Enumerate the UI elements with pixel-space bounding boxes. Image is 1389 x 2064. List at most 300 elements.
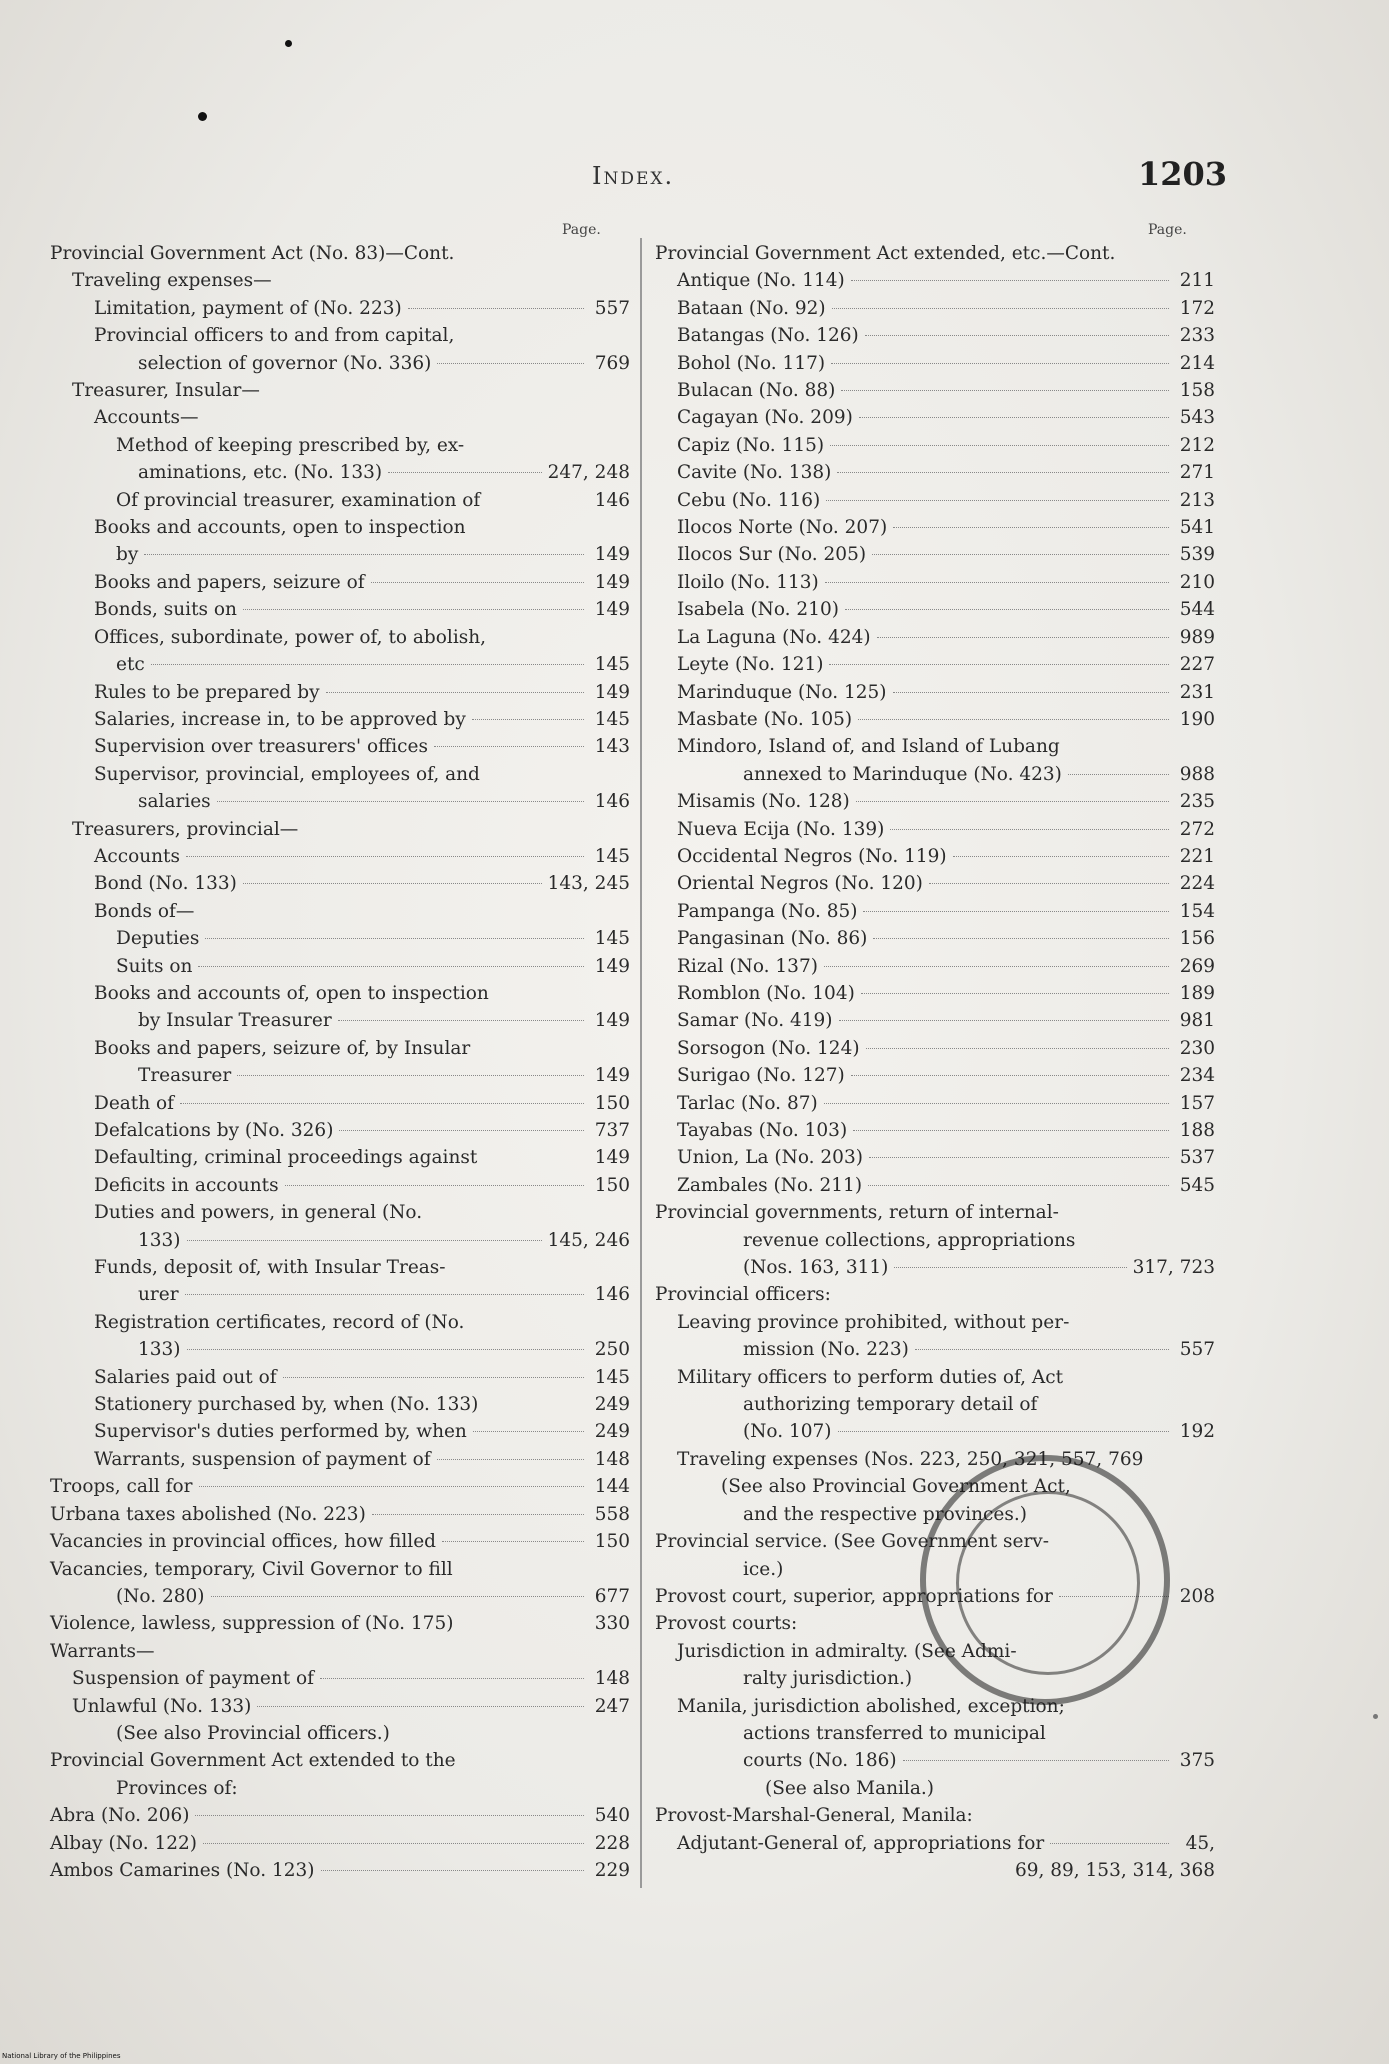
index-entry bbox=[655, 1693, 1215, 1720]
dot-leader bbox=[187, 1240, 542, 1241]
index-entry bbox=[50, 1254, 630, 1281]
index-entry bbox=[655, 1199, 1215, 1226]
index-entry bbox=[50, 514, 630, 541]
entry-text: Rizal (No. 137) bbox=[677, 955, 818, 977]
entry-text: Traveling expenses— bbox=[72, 270, 272, 292]
entry-text: etc bbox=[116, 654, 145, 676]
dot-leader bbox=[825, 582, 1169, 583]
dot-leader bbox=[837, 472, 1169, 473]
index-entry bbox=[655, 925, 1215, 952]
index-entry bbox=[655, 1144, 1215, 1171]
entry-text: Bonds, suits on bbox=[94, 599, 237, 621]
entry-page-ref: 149 bbox=[594, 1065, 630, 1087]
entry-text: (See also Manila.) bbox=[765, 1777, 934, 1799]
entry-text: Provincial governments, return of internal- bbox=[655, 1202, 1059, 1224]
index-entry bbox=[655, 870, 1215, 897]
index-entry bbox=[655, 267, 1215, 294]
entry-text: Zambales (No. 211) bbox=[677, 1174, 863, 1196]
library-seal-stamp bbox=[920, 1455, 1170, 1705]
entry-text: 133) bbox=[138, 1339, 181, 1361]
dot-leader bbox=[243, 883, 542, 884]
entry-page-ref: 737 bbox=[594, 1120, 630, 1141]
dot-leader bbox=[237, 1075, 584, 1076]
entry-page-ref: 249 bbox=[594, 1421, 630, 1443]
entry-page-ref: 272 bbox=[1179, 818, 1215, 840]
entry-text: Treasurers, provincial— bbox=[72, 818, 299, 840]
entry-text: Tarlac (No. 87) bbox=[677, 1092, 818, 1114]
entry-text: authorizing temporary detail of bbox=[743, 1394, 1038, 1416]
entry-text: Registration certificates, record of (No. bbox=[94, 1311, 465, 1333]
entry-page-ref: 988 bbox=[1179, 763, 1215, 785]
entry-page-ref: 539 bbox=[1179, 544, 1215, 566]
footer-credit: National Library of the Philippines bbox=[2, 2052, 121, 2060]
entry-text: Ilocos Sur (No. 205) bbox=[677, 544, 867, 566]
dot-leader bbox=[929, 883, 1169, 884]
dot-leader bbox=[144, 554, 584, 555]
index-entry bbox=[50, 541, 630, 568]
entry-page-ref: 211 bbox=[1179, 270, 1215, 292]
index-entry bbox=[50, 1007, 630, 1034]
entry-text: Deficits in accounts bbox=[94, 1174, 279, 1196]
index-entry bbox=[50, 870, 630, 897]
entry-page-ref: 210 bbox=[1179, 571, 1215, 593]
entry-text: Isabela (No. 210) bbox=[677, 599, 839, 621]
entry-page-ref: 45, bbox=[1185, 1832, 1215, 1854]
index-entry bbox=[655, 377, 1215, 404]
entry-text: annexed to Marinduque (No. 423) bbox=[743, 763, 1062, 785]
entry-text: Method of keeping prescribed by, ex- bbox=[116, 434, 465, 456]
dot-leader bbox=[824, 1103, 1169, 1104]
entry-page-ref: 149 bbox=[594, 681, 630, 703]
index-entry bbox=[50, 1227, 630, 1254]
dot-leader bbox=[151, 664, 584, 665]
index-entry bbox=[50, 487, 630, 514]
entry-text: 69, 89, 153, 314, 368 bbox=[1014, 1859, 1215, 1881]
index-entry bbox=[655, 1007, 1215, 1034]
dot-leader bbox=[861, 993, 1169, 994]
entry-page-ref: 150 bbox=[594, 1531, 630, 1553]
index-entry bbox=[50, 843, 630, 870]
dot-leader bbox=[372, 1514, 584, 1515]
entry-text: Vacancies, temporary, Civil Governor to fill bbox=[50, 1558, 453, 1580]
entry-text: Masbate (No. 105) bbox=[677, 708, 853, 730]
dot-leader bbox=[203, 1843, 584, 1844]
index-entry bbox=[655, 788, 1215, 815]
entry-page-ref: 269 bbox=[1179, 955, 1215, 977]
entry-page-ref: 989 bbox=[1179, 626, 1215, 648]
entry-text: Albay (No. 122) bbox=[50, 1832, 197, 1854]
index-entry bbox=[655, 733, 1215, 760]
dot-leader bbox=[853, 1130, 1169, 1131]
index-entry bbox=[655, 1172, 1215, 1199]
entry-page-ref: 271 bbox=[1179, 462, 1215, 484]
dot-leader bbox=[838, 1431, 1169, 1432]
dot-leader bbox=[872, 554, 1169, 555]
ink-speck bbox=[1373, 1714, 1378, 1719]
index-entry bbox=[50, 1830, 630, 1857]
entry-page-ref: 231 bbox=[1179, 681, 1215, 703]
dot-leader bbox=[841, 390, 1169, 391]
dot-leader bbox=[186, 856, 584, 857]
entry-page-ref: 150 bbox=[594, 1174, 630, 1196]
index-entry bbox=[50, 733, 630, 760]
dot-leader bbox=[180, 1103, 584, 1104]
dot-leader bbox=[437, 1459, 584, 1460]
entry-page-ref: 145 bbox=[594, 708, 630, 730]
entry-text: Deputies bbox=[116, 928, 200, 950]
index-entry bbox=[50, 1747, 630, 1774]
dot-leader bbox=[437, 363, 584, 364]
entry-text: Union, La (No. 203) bbox=[677, 1147, 863, 1169]
dot-leader bbox=[953, 856, 1169, 857]
index-entry bbox=[50, 706, 630, 733]
right-page-heading: Page. bbox=[1148, 222, 1187, 238]
dot-leader bbox=[839, 1020, 1169, 1021]
entry-text: Funds, deposit of, with Insular Treas- bbox=[94, 1257, 446, 1279]
entry-page-ref: 146 bbox=[594, 1284, 630, 1306]
entry-page-ref: 221 bbox=[1179, 845, 1215, 867]
entry-text: Books and accounts, open to inspection bbox=[94, 517, 466, 539]
dot-leader bbox=[869, 1157, 1169, 1158]
index-entry bbox=[50, 1528, 630, 1555]
index-entry bbox=[655, 816, 1215, 843]
entry-text: Vacancies in provincial offices, how filled bbox=[50, 1531, 437, 1553]
dot-leader bbox=[893, 692, 1170, 693]
dot-leader bbox=[198, 966, 584, 967]
index-entry bbox=[50, 898, 630, 925]
index-entry bbox=[655, 980, 1215, 1007]
index-entry bbox=[50, 1775, 630, 1802]
index-entry bbox=[655, 541, 1215, 568]
entry-text: Pampanga (No. 85) bbox=[677, 900, 858, 922]
index-entry bbox=[50, 350, 630, 377]
entry-page-ref: 228 bbox=[594, 1832, 630, 1854]
entry-text: aminations, etc. (No. 133) bbox=[138, 462, 383, 484]
entry-text: Mindoro, Island of, and Island of Lubang bbox=[677, 736, 1060, 758]
entry-text: Manila, jurisdiction abolished, exception; bbox=[677, 1695, 1065, 1717]
index-entry bbox=[655, 432, 1215, 459]
index-entry bbox=[50, 1610, 630, 1637]
entry-text: Supervisor's duties performed by, when bbox=[94, 1421, 467, 1443]
dot-leader bbox=[859, 417, 1169, 418]
entry-text: Rules to be prepared by bbox=[94, 681, 320, 703]
dot-leader bbox=[829, 664, 1169, 665]
left-index-column bbox=[50, 240, 630, 1884]
dot-leader bbox=[338, 1020, 584, 1021]
dot-leader bbox=[442, 1541, 584, 1542]
entry-text: Cavite (No. 138) bbox=[677, 462, 832, 484]
entry-text: mission (No. 223) bbox=[743, 1339, 909, 1361]
entry-text: Salaries, increase in, to be approved by bbox=[94, 708, 466, 730]
entry-page-ref: 148 bbox=[594, 1448, 630, 1470]
dot-leader bbox=[185, 1294, 584, 1295]
dot-leader bbox=[326, 692, 584, 693]
index-entry bbox=[655, 1117, 1215, 1144]
index-entry bbox=[655, 1090, 1215, 1117]
entry-text: Military officers to perform duties of, Act bbox=[677, 1366, 1064, 1388]
entry-text: Sorsogon (No. 124) bbox=[677, 1037, 860, 1059]
entry-page-ref: 145 bbox=[594, 1366, 630, 1388]
entry-text: Bohol (No. 117) bbox=[677, 352, 826, 374]
index-entry bbox=[655, 651, 1215, 678]
dot-leader bbox=[831, 363, 1169, 364]
entry-page-ref: 541 bbox=[1179, 517, 1215, 539]
entry-text: Provincial officers: bbox=[655, 1284, 831, 1306]
index-entry bbox=[655, 322, 1215, 349]
entry-text: Leyte (No. 121) bbox=[677, 654, 824, 676]
entry-page-ref: 981 bbox=[1179, 1010, 1215, 1032]
index-entry bbox=[655, 1802, 1215, 1829]
entry-text: Unlawful (No. 133) bbox=[72, 1695, 252, 1717]
dot-leader bbox=[915, 1349, 1169, 1350]
entry-page-ref: 149 bbox=[594, 955, 630, 977]
entry-text: Treasurer bbox=[138, 1065, 232, 1087]
index-entry bbox=[50, 788, 630, 815]
entry-page-ref: 149 bbox=[594, 571, 630, 593]
index-entry bbox=[655, 1336, 1215, 1363]
dot-leader bbox=[321, 1870, 584, 1871]
index-entry bbox=[655, 843, 1215, 870]
index-entry bbox=[655, 898, 1215, 925]
entry-page-ref: 330 bbox=[594, 1613, 630, 1635]
index-entry bbox=[655, 1830, 1215, 1857]
entry-text: Capiz (No. 115) bbox=[677, 434, 825, 456]
running-head: Index. bbox=[592, 162, 675, 190]
index-entry bbox=[655, 1446, 1215, 1473]
entry-text: Books and accounts of, open to inspection bbox=[94, 982, 489, 1004]
dot-leader bbox=[243, 609, 584, 610]
index-entry bbox=[50, 432, 630, 459]
entry-page-ref: 540 bbox=[594, 1805, 630, 1827]
index-entry bbox=[50, 267, 630, 294]
index-entry bbox=[50, 651, 630, 678]
entry-page-ref: 677 bbox=[594, 1585, 630, 1607]
index-entry bbox=[50, 624, 630, 651]
entry-page-ref: 233 bbox=[1179, 325, 1215, 347]
index-entry bbox=[50, 1144, 630, 1171]
entry-text: Oriental Negros (No. 120) bbox=[677, 873, 923, 895]
entry-text: Warrants, suspension of payment of bbox=[94, 1448, 431, 1470]
entry-page-ref: 250 bbox=[594, 1339, 630, 1361]
entry-text: Accounts— bbox=[94, 407, 199, 429]
entry-text: by bbox=[116, 544, 139, 566]
dot-leader bbox=[868, 1185, 1169, 1186]
entry-page-ref: 235 bbox=[1179, 791, 1215, 813]
entry-page-ref: 149 bbox=[594, 1147, 630, 1169]
index-entry bbox=[50, 1117, 630, 1144]
entry-page-ref: 157 bbox=[1179, 1092, 1215, 1114]
entry-text: Bulacan (No. 88) bbox=[677, 380, 836, 402]
entry-page-ref: 145, 246 bbox=[547, 1229, 630, 1251]
entry-page-ref: 557 bbox=[594, 297, 630, 319]
entry-text: Provost-Marshal-General, Manila: bbox=[655, 1805, 973, 1827]
dot-leader bbox=[890, 829, 1169, 830]
entry-text: (Nos. 163, 311) bbox=[743, 1257, 889, 1279]
index-entry bbox=[655, 1720, 1215, 1747]
index-entry bbox=[50, 1473, 630, 1500]
entry-text: Books and papers, seizure of bbox=[94, 571, 365, 593]
column-divider bbox=[640, 238, 642, 1888]
index-entry bbox=[655, 514, 1215, 541]
index-entry bbox=[655, 1035, 1215, 1062]
index-entry bbox=[655, 295, 1215, 322]
index-entry bbox=[50, 295, 630, 322]
entry-text: Ilocos Norte (No. 207) bbox=[677, 517, 888, 539]
dot-leader bbox=[873, 938, 1169, 939]
index-entry bbox=[655, 1747, 1215, 1774]
entry-text: Leaving province prohibited, without per- bbox=[677, 1311, 1070, 1333]
entry-text: Ambos Camarines (No. 123) bbox=[50, 1859, 315, 1881]
entry-page-ref: 545 bbox=[1179, 1174, 1215, 1196]
entry-text: Duties and powers, in general (No. bbox=[94, 1202, 423, 1224]
entry-page-ref: 247 bbox=[594, 1695, 630, 1717]
index-entry bbox=[655, 1227, 1215, 1254]
index-entry bbox=[50, 1556, 630, 1583]
dot-leader bbox=[824, 966, 1169, 967]
dot-leader bbox=[866, 1048, 1169, 1049]
dot-leader bbox=[434, 746, 584, 747]
dot-leader bbox=[1068, 774, 1169, 775]
index-entry bbox=[50, 1035, 630, 1062]
index-entry bbox=[655, 761, 1215, 788]
entry-page-ref: 769 bbox=[594, 352, 630, 374]
entry-page-ref: 188 bbox=[1179, 1120, 1215, 1141]
index-entry bbox=[50, 1418, 630, 1445]
entry-text: Defalcations by (No. 326) bbox=[94, 1120, 334, 1141]
entry-page-ref: 146 bbox=[594, 791, 630, 813]
entry-text: Provincial Government Act extended, etc.—Cont. bbox=[655, 243, 1116, 264]
ink-speck bbox=[198, 112, 207, 121]
entry-text: Marinduque (No. 125) bbox=[677, 681, 887, 703]
entry-page-ref: 150 bbox=[594, 1092, 630, 1114]
library-seal-inner-ring bbox=[956, 1491, 1140, 1675]
index-entry bbox=[50, 377, 630, 404]
entry-text: Bond (No. 133) bbox=[94, 873, 237, 895]
index-entry bbox=[655, 1364, 1215, 1391]
dot-leader bbox=[283, 1377, 584, 1378]
entry-page-ref: 190 bbox=[1179, 708, 1215, 730]
dot-leader bbox=[856, 801, 1169, 802]
entry-text: Books and papers, seizure of, by Insular bbox=[94, 1037, 471, 1059]
entry-page-ref: 144 bbox=[594, 1476, 630, 1498]
entry-text: Troops, call for bbox=[50, 1476, 193, 1498]
dot-leader bbox=[472, 719, 584, 720]
index-entry bbox=[50, 816, 630, 843]
entry-text: Adjutant-General of, appropriations for bbox=[677, 1832, 1045, 1854]
entry-page-ref: 158 bbox=[1179, 380, 1215, 402]
index-entry bbox=[50, 1309, 630, 1336]
entry-text: Supervisor, provincial, employees of, and bbox=[94, 763, 480, 785]
entry-text: Suits on bbox=[116, 955, 193, 977]
entry-page-ref: 189 bbox=[1179, 982, 1215, 1004]
index-entry bbox=[50, 1391, 630, 1418]
index-entry bbox=[50, 404, 630, 431]
entry-page-ref: 557 bbox=[1179, 1339, 1215, 1361]
entry-text: Urbana taxes abolished (No. 223) bbox=[50, 1503, 366, 1525]
entry-text: Warrants— bbox=[50, 1640, 155, 1662]
entry-text: (No. 107) bbox=[743, 1421, 832, 1443]
dot-leader bbox=[408, 308, 584, 309]
index-entry bbox=[655, 1391, 1215, 1418]
entry-page-ref: 145 bbox=[594, 928, 630, 950]
entry-text: Provincial officers to and from capital, bbox=[94, 325, 455, 347]
index-entry bbox=[655, 706, 1215, 733]
dot-leader bbox=[903, 1760, 1169, 1761]
entry-page-ref: 212 bbox=[1179, 434, 1215, 456]
index-entry bbox=[655, 1418, 1215, 1445]
entry-text: Nueva Ecija (No. 139) bbox=[677, 818, 885, 840]
index-entry bbox=[50, 240, 630, 267]
index-entry bbox=[50, 1802, 630, 1829]
entry-page-ref: 208 bbox=[1179, 1585, 1215, 1607]
dot-leader bbox=[832, 308, 1169, 309]
dot-leader bbox=[858, 719, 1169, 720]
entry-text: Pangasinan (No. 86) bbox=[677, 928, 868, 950]
index-entry bbox=[50, 1693, 630, 1720]
entry-text: Jurisdiction in admiralty. (See Admi- bbox=[677, 1640, 1017, 1662]
entry-page-ref: 375 bbox=[1179, 1750, 1215, 1772]
index-entry bbox=[655, 1857, 1215, 1884]
entry-text: (See also Provincial officers.) bbox=[116, 1722, 390, 1744]
entry-text: 133) bbox=[138, 1229, 181, 1251]
entry-page-ref: 249 bbox=[594, 1394, 630, 1416]
index-entry bbox=[655, 1309, 1215, 1336]
index-entry bbox=[655, 679, 1215, 706]
index-entry bbox=[50, 322, 630, 349]
index-entry bbox=[50, 1062, 630, 1089]
entry-page-ref: 154 bbox=[1179, 900, 1215, 922]
entry-text: courts (No. 186) bbox=[743, 1750, 897, 1772]
entry-text: Batangas (No. 126) bbox=[677, 325, 859, 347]
dot-leader bbox=[211, 1596, 584, 1597]
entry-text: Provincial Government Act (No. 83)—Cont. bbox=[50, 243, 455, 264]
dot-leader bbox=[199, 1486, 585, 1487]
dot-leader bbox=[863, 911, 1169, 912]
entry-text: Limitation, payment of (No. 223) bbox=[94, 297, 402, 319]
index-entry bbox=[50, 1720, 630, 1747]
entry-text: Provost court, superior, appropriations for bbox=[655, 1585, 1053, 1607]
index-entry bbox=[50, 459, 630, 486]
ink-speck bbox=[285, 40, 292, 47]
entry-text: Salaries paid out of bbox=[94, 1366, 277, 1388]
entry-text: selection of governor (No. 336) bbox=[138, 352, 432, 374]
dot-leader bbox=[388, 472, 542, 473]
entry-text: Occidental Negros (No. 119) bbox=[677, 845, 947, 867]
entry-text: Treasurer, Insular— bbox=[72, 380, 260, 402]
dot-leader bbox=[851, 1075, 1169, 1076]
entry-page-ref: 145 bbox=[594, 845, 630, 867]
entry-text: Samar (No. 419) bbox=[677, 1010, 833, 1032]
entry-text: ralty jurisdiction.) bbox=[743, 1668, 913, 1690]
index-entry bbox=[655, 1062, 1215, 1089]
entry-page-ref: 537 bbox=[1179, 1147, 1215, 1169]
index-entry bbox=[655, 1254, 1215, 1281]
dot-leader bbox=[830, 445, 1169, 446]
entry-page-ref: 214 bbox=[1179, 352, 1215, 374]
entry-text: Accounts bbox=[94, 845, 180, 867]
dot-leader bbox=[257, 1706, 584, 1707]
dot-leader bbox=[851, 280, 1169, 281]
page-number: 1203 bbox=[1138, 155, 1228, 193]
entry-page-ref: 148 bbox=[594, 1668, 630, 1690]
index-entry bbox=[655, 240, 1215, 267]
dot-leader bbox=[473, 1431, 584, 1432]
dot-leader bbox=[894, 1267, 1126, 1268]
dot-leader bbox=[865, 335, 1169, 336]
index-entry bbox=[50, 1364, 630, 1391]
entry-page-ref: 146 bbox=[594, 489, 630, 511]
index-entry bbox=[50, 1172, 630, 1199]
